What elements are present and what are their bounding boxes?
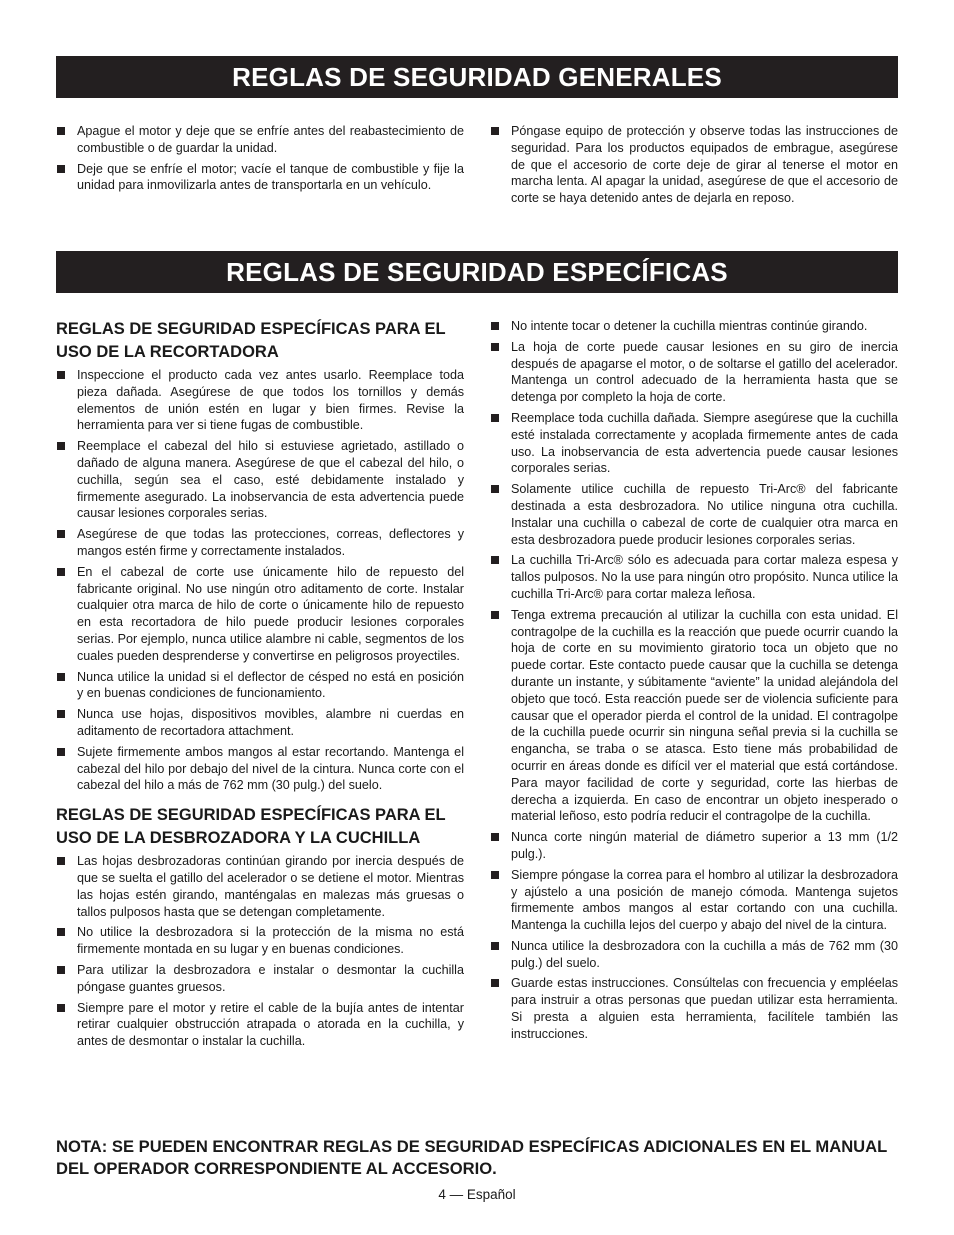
banner-specific-rules: REGLAS DE SEGURIDAD ESPECÍFICAS <box>56 251 898 293</box>
list-item <box>56 744 464 794</box>
list-item <box>56 706 464 740</box>
rule-text: Reemplace el cabezal del hilo si estuviese agrietado, astillado o dañado de alguna manera. Asegúrese de que el cabezal del hilo, o cuchilla, según sea el caso, esté debidamente instalado y firmemente asegurado. La inobservancia de esta advertencia puede causar lesiones corporales serias. <box>77 439 464 521</box>
rule-text: Siempre pare el motor y retire el cable de la bujía antes de intentar retirar cualquier obstrucción atrapada o atorada en la cuchilla, y antes de desmontar o instalar la cuchilla. <box>77 1000 464 1049</box>
list-item <box>56 438 464 522</box>
list-item <box>56 367 464 434</box>
page-footer: 4 — Español <box>438 1187 516 1202</box>
square-bullet-icon <box>491 979 499 987</box>
general-rules-right-list <box>490 123 898 207</box>
square-bullet-icon <box>491 322 499 330</box>
brushcutter-rules-list <box>56 853 464 1050</box>
rule-text: Siempre póngase la correa para el hombro al utilizar la desbrozadora y ajústelo a una posición de manejo cómoda. Mantenga sujetos firmemente ambos mangos al estar cortando con una cuchilla. Mantenga la cuchilla lejos del cuerpo y abajo del nivel de la cintura. <box>511 867 898 933</box>
blade-rules-list <box>490 318 898 1043</box>
rule-text: Reemplace toda cuchilla dañada. Siempre asegúrese que la cuchilla esté instalada correctamente y acoplada firmemente antes de cada uso. La inobservancia de esta advertencia puede causar lesiones corporales serias. <box>511 410 898 476</box>
rule-text: Guarde estas instrucciones. Consúltelas con frecuencia y empléelas para instruir a otras personas que puedan utilizar esta herramienta. Si presta a alguien esta herramienta, facilítele también las instrucciones. <box>511 976 898 1041</box>
rule-text: Las hojas desbrozadoras continúan girando por inercia después de que se suelta el gatillo del acelerador o se detiene el motor. Mientras las hojas estén girando, manténgalas en malezas más gruesas o tallos pulposos hasta que se detengan completamente. <box>77 854 464 919</box>
square-bullet-icon <box>57 748 65 756</box>
list-item <box>490 123 898 207</box>
rule-text: En el cabezal de corte use únicamente hilo de repuesto del fabricante original. No use ningún otro aditamento de corte. Instalar cualquier otra marca de hilo de corte o únicamente hilo de repuesto en esta recortadora de hilo puede producir lesiones corporales serias. Por ejemplo, nunca utilice alambre ni cable, segmentos de los cuales pueden desprenderse y convertirse en peligrosos proyectiles. <box>77 564 464 663</box>
rule-text: Tenga extrema precaución al utilizar la cuchilla con esta unidad. El contragolpe de la cuchilla es la reacción que puede ocurrir cuando la hoja de corte en su movimiento giratorio toca un objeto que no puede cortar. Este contacto puede causar que la cuchilla se detenga durante un instante, y súbitamente “aviente” la unidad alejándola del objeto que tocó. Esta reacción puede ser de violencia suficiente para causar que el operador pierda el control de la unidad. El contragolpe de la cuchilla puede ocurrir sin ninguna señal previa si la cuchilla se engancha, se traba o se atasca. Esto tiene más probabilidad de ocurrir en áreas donde es difícil ver el material que está cortándose. Para mayor facilidad de corte y seguridad, corte las hierbas de derecha a izquierda. En caso de encontrar un objeto inesperado o material leñoso, esto podría reducir el contragolpe de la cuchilla. <box>511 607 898 824</box>
list-item <box>56 564 464 665</box>
list-item <box>56 853 464 920</box>
square-bullet-icon <box>57 966 65 974</box>
square-bullet-icon <box>57 530 65 538</box>
list-item <box>56 962 464 996</box>
rule-text: Nunca use hojas, dispositivos movibles, alambre ni cuerdas en aditamento de recortadora attachment. <box>77 707 464 738</box>
rule-text: La cuchilla Tri-Arc® sólo es adecuada para cortar maleza espesa y tallos pulposos. No la use para ningún otro propósito. Nunca utilice la cuchilla Tri-Arc® para cortar maleza leñosa. <box>511 553 898 601</box>
list-item <box>56 1000 464 1050</box>
list-item <box>490 318 898 335</box>
general-rules-left-list <box>56 123 464 194</box>
list-item <box>490 552 898 602</box>
list-item <box>490 339 898 406</box>
square-bullet-icon <box>491 127 499 135</box>
rule-text: Póngase equipo de protección y observe todas las instrucciones de seguridad. Para los productos equipados de embrague, asegúrese de que el accesorio de corte deje de girar al tenerse el motor en marcha lenta. Al apagar la unidad, asegúrese de que el accesorio de corte se haya detenido antes de dejarla en reposo. <box>511 124 898 206</box>
square-bullet-icon <box>57 1004 65 1012</box>
square-bullet-icon <box>57 710 65 718</box>
rule-text: Deje que se enfríe el motor; vacíe el tanque de combustible y fije la unidad para inmovilizarla antes de transportarla en un vehículo. <box>77 161 464 193</box>
rule-text: Nunca utilice la unidad si el deflector de césped no está en posición y en buenas condiciones de funcionamiento. <box>77 669 464 701</box>
rule-text: Apague el motor y deje que se enfríe antes del reabastecimiento de combustible o de guardar la unidad. <box>77 124 464 155</box>
square-bullet-icon <box>57 928 65 936</box>
square-bullet-icon <box>491 485 499 493</box>
square-bullet-icon <box>491 942 499 950</box>
list-item <box>490 975 898 1042</box>
rule-text: Nunca corte ningún material de diámetro superior a 13 mm (1/2 pulg.). <box>511 830 898 861</box>
square-bullet-icon <box>57 857 65 865</box>
square-bullet-icon <box>491 414 499 422</box>
square-bullet-icon <box>57 165 65 173</box>
list-item <box>56 123 464 157</box>
accessory-note: NOTA: SE PUEDEN ENCONTRAR REGLAS DE SEGURIDAD ESPECÍFICAS ADICIONALES EN EL MANUAL DEL OPERADOR CORRESPONDIENTE AL ACCESORIO. <box>56 1137 887 1178</box>
rule-text: Solamente utilice cuchilla de repuesto Tri-Arc® del fabricante destinada a esta desbrozadora. No utilice ninguna otra cuchilla. Instalar una cuchilla o cabezal de corte de cualquier otra marca en esta desbrozadora puede producir lesiones corporales serias. <box>511 482 898 547</box>
list-item <box>56 161 464 195</box>
square-bullet-icon <box>57 127 65 135</box>
square-bullet-icon <box>491 871 499 879</box>
list-item <box>56 669 464 703</box>
list-item <box>56 526 464 560</box>
brushcutter-rules-heading: REGLAS DE SEGURIDAD ESPECÍFICAS PARA EL USO DE LA DESBROZADORA Y LA CUCHILLA <box>56 806 446 847</box>
trimmer-rules-heading: REGLAS DE SEGURIDAD ESPECÍFICAS PARA EL USO DE LA RECORTADORA <box>56 320 446 361</box>
list-item <box>490 410 898 477</box>
rule-text: No utilice la desbrozadora si la protección de la misma no está firmemente montada en su lugar y en buenas condiciones. <box>77 925 464 957</box>
square-bullet-icon <box>57 673 65 681</box>
square-bullet-icon <box>57 371 65 379</box>
trimmer-rules-list <box>56 367 464 794</box>
square-bullet-icon <box>57 568 65 576</box>
list-item <box>56 924 464 958</box>
specific-rules-left-column <box>56 318 464 1054</box>
square-bullet-icon <box>491 611 499 619</box>
rule-text: Asegúrese de que todas las protecciones, correas, deflectores y mangos estén firme y correctamente instalados. <box>77 527 464 558</box>
general-rules-right-column <box>490 123 898 211</box>
rule-text: No intente tocar o detener la cuchilla mientras continúe girando. <box>511 319 868 333</box>
square-bullet-icon <box>491 556 499 564</box>
specific-rules-right-column <box>490 318 898 1047</box>
rule-text: Para utilizar la desbrozadora e instalar o desmontar la cuchilla póngase guantes gruesos. <box>77 962 464 994</box>
square-bullet-icon <box>57 442 65 450</box>
list-item <box>490 607 898 825</box>
rule-text: Nunca utilice la desbrozadora con la cuchilla a más de 762 mm (30 pulg.) del suelo. <box>511 938 898 970</box>
general-rules-left-column <box>56 123 464 198</box>
list-item <box>490 938 898 972</box>
banner-general-rules: REGLAS DE SEGURIDAD GENERALES <box>56 56 898 98</box>
list-item <box>490 867 898 934</box>
list-item <box>490 829 898 863</box>
rule-text: Sujete firmemente ambos mangos al estar recortando. Mantenga el cabezal del hilo por debajo del nivel de la cintura. Nunca corte con el cabezal del hilo a más de 762 mm (30 pulg.) del suelo. <box>77 744 464 793</box>
square-bullet-icon <box>491 343 499 351</box>
rule-text: La hoja de corte puede causar lesiones en su giro de inercia después de apagarse el motor, o de soltarse el gatillo del acelerador. Mantenga un control adecuado de la herramienta hasta que se detenga por completo la hoja de corte. <box>511 339 898 405</box>
list-item <box>490 481 898 548</box>
square-bullet-icon <box>491 833 499 841</box>
rule-text: Inspeccione el producto cada vez antes usarlo. Reemplace toda pieza dañada. Asegúrese de que todos los tornillos y demás elementos de unión estén en lugar y bien firmes. Revise la herramienta para ver si tiene fugas de combustible. <box>77 368 464 433</box>
